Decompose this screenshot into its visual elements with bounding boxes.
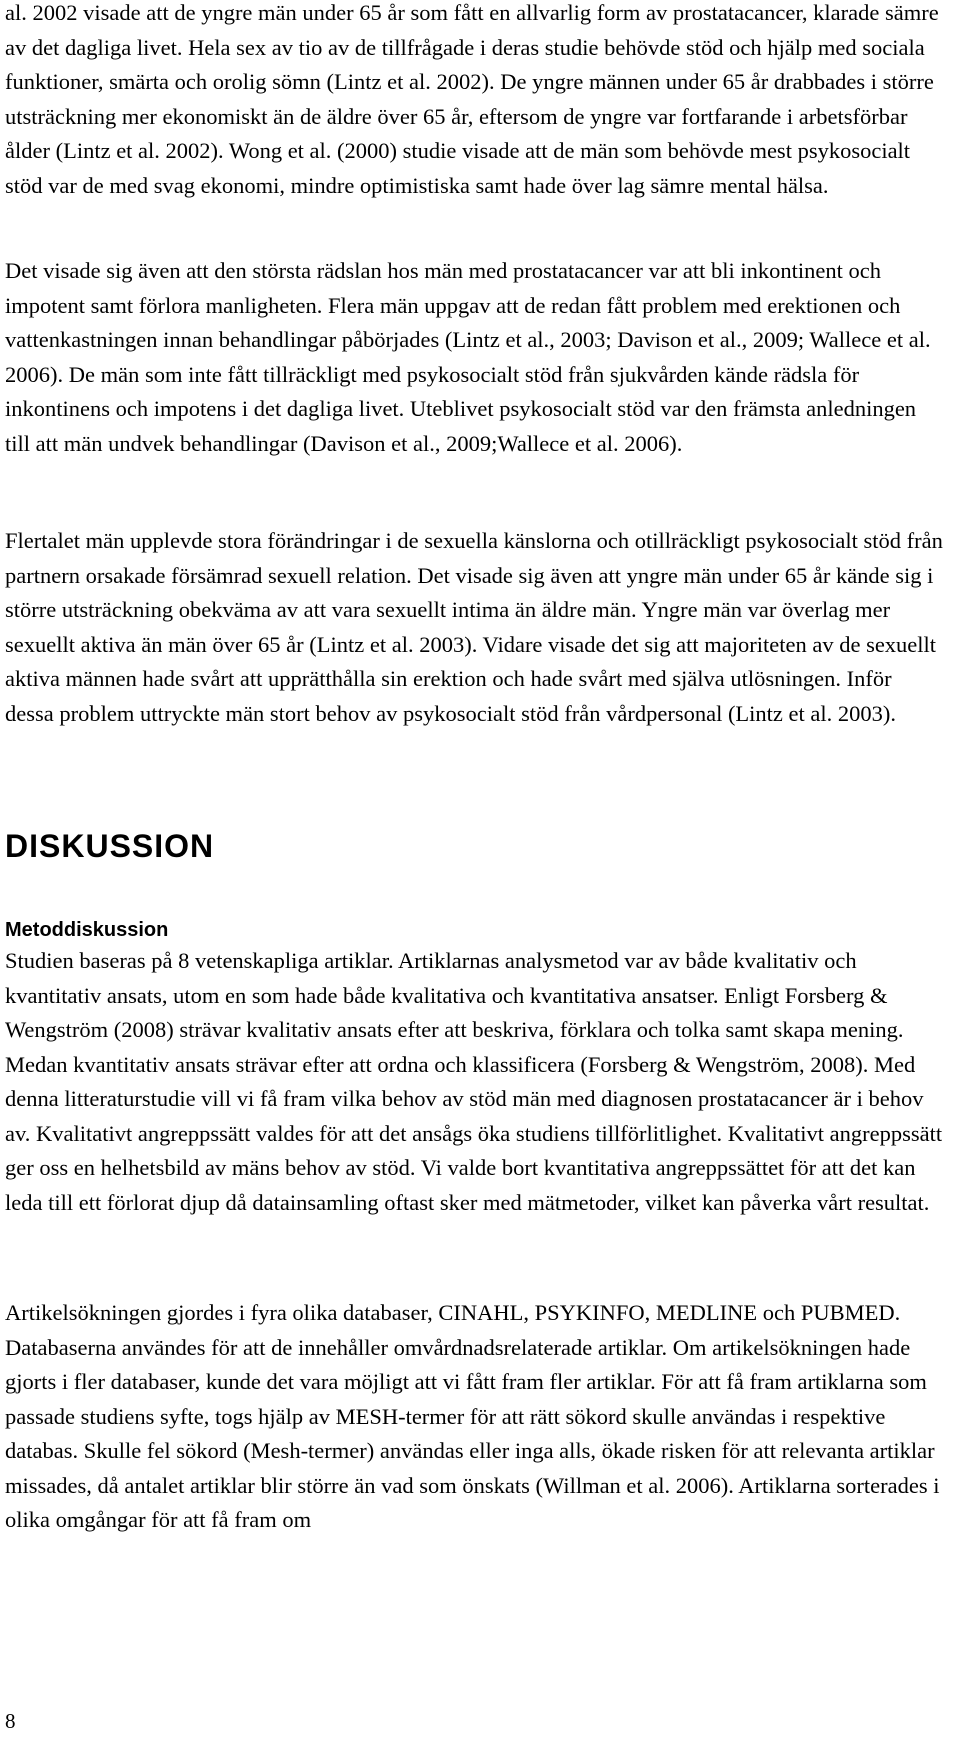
paragraph-results-sexuality: Flertalet män upplevde stora förändringar i de sexuella känslorna och otillräckligt psykosocialt stöd från partnern orsakade försämrad sexuell relation. Det visade sig även att yngre män under 65 år kände sig i större utsträckning obekväma av att vara sexuellt intima än äldre män. Yngre män var överlag mer sexuellt aktiva än män över 65 år (Lintz et al. 2003). Vidare visade det sig att majoriteten av de sexuellt aktiva männen hade svårt att upprätthålla sin erektion och hade svårt med själva utlösningen. Inför dessa problem uttryckte män stort behov av psykosocialt stöd från vårdpersonal (Lintz et al. 2003). bbox=[5, 528, 943, 726]
section-heading-diskussion: DISKUSSION bbox=[5, 828, 215, 864]
paragraph-results-age: al. 2002 visade att de yngre män under 65 år som fått en allvarlig form av prostatacancer, klarade sämre av det dagliga livet. Hela sex av tio av de tillfrågade i deras studie behövde stöd och hjälp med sociala funktioner, smärta och orolig sömn (Lintz et al. 2002). De yngre männen under 65 år drabbades i större utsträckning mer ekonomiskt än de äldre över 65 år, eftersom de yngre var fortfarande i arbetsförbar ålder (Lintz et al. 2002). Wong et al. (2000) studie visade att de män som behövde mest psykosocialt stöd var de med svag ekonomi, mindre optimistiska samt hade över lag sämre mental hälsa. bbox=[5, 0, 939, 198]
subheading-metoddiskussion: Metoddiskussion bbox=[5, 919, 169, 941]
paragraph-method-approach: Studien baseras på 8 vetenskapliga artiklar. Artiklarnas analysmetod var av både kvalitativ och kvantitativ ansats, utom en som hade både kvalitativa och kvantitativa ansatser. Enligt Forsberg & Wengström (2008) strävar kvalitativ ansats efter att beskriva, förklara och tolka samt skapa mening. Medan kvantitativ ansats strävar efter att ordna och klassificera (Forsberg & Wengström, 2008). Med denna litteraturstudie vill vi få fram vilka behov av stöd män med diagnosen prostatacancer är i behov av. Kvalitativt angreppssätt valdes för att det ansågs öka studiens tillförlitlighet. Kvalitativt angreppssätt ger oss en helhetsbild av mäns behov av stöd. Vi valde bort kvantitativa angreppssättet för att det kan leda till ett förlorat djup då datainsamling oftast sker med mätmetoder, vilket kan påverka vårt resultat. bbox=[5, 948, 943, 1215]
paragraph-results-fear: Det visade sig även att den största rädslan hos män med prostatacancer var att bli inkontinent och impotent samt förlora manligheten. Flera män uppgav att de redan fått problem med erektionen och vattenkastningen innan behandlingar påbörjades (Lintz et al., 2003; Davison et al., 2009; Wallece et al. 2006). De män som inte fått tillräckligt med psykosocialt stöd från sjukvården kände rädsla för inkontinens och impotens i det dagliga livet. Uteblivet psykosocialt stöd var den främsta anledningen till att män undvek behandlingar (Davison et al., 2009;Wallece et al. 2006). bbox=[5, 258, 931, 456]
paragraph-article-search: Artikelsökningen gjordes i fyra olika databaser, CINAHL, PSYKINFO, MEDLINE och PUBMED. Databaserna användes för att de innehåller omvårdnadsrelaterade artiklar. Om artikelsökningen hade gjorts i fler databaser, kunde det vara möjligt att vi fått fram fler artiklar. För att få fram artiklarna som passade studiens syfte, togs hjälp av MESH-termer för att rätt sökord skulle användas i respektive databas. Skulle fel sökord (Mesh-termer) användas eller inga alls, ökade risken för att relevanta artiklar missades, då antalet artiklar blir större än vad som önskats (Willman et al. 2006). Artiklarna sorterades i olika omgångar för att få fram om bbox=[5, 1300, 940, 1532]
page-number: 8 bbox=[5, 1709, 16, 1733]
